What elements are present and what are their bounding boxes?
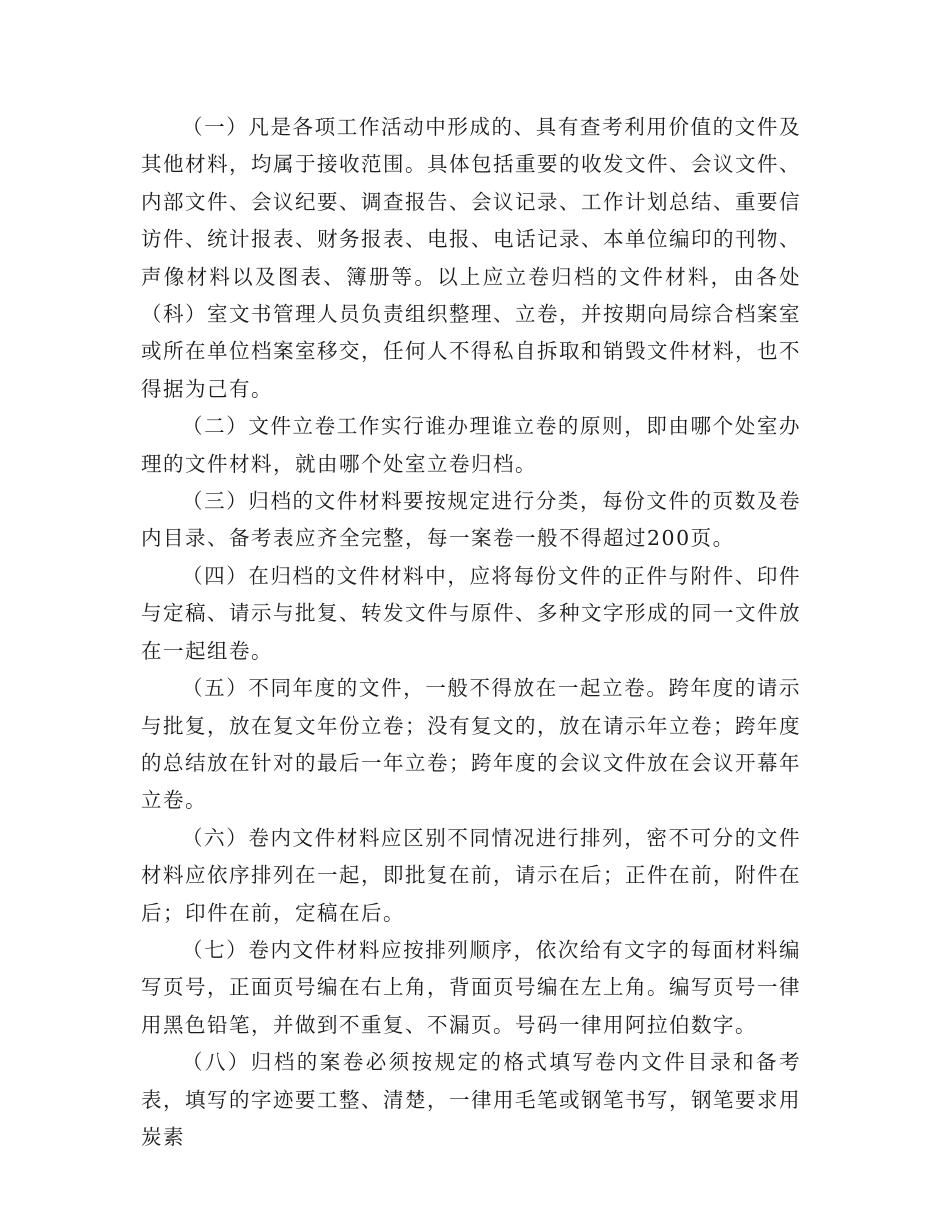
paragraph-3: （三）归档的文件材料要按规定进行分类，每份文件的页数及卷内目录、备考表应齐全完整，每一案卷一般不得超过200页。 <box>141 489 801 551</box>
paragraph-5: （五）不同年度的文件，一般不得放在一起立卷。跨年度的请示与批复，放在复文年份立卷；没有复文的，放在请示年立卷；跨年度的总结放在针对的最后一年立卷；跨年度的会议文件放在会议开幕年立卷。 <box>141 676 801 813</box>
paragraph-2: （二）文件立卷工作实行谁办理谁立卷的原则，即由哪个处室办理的文件材料，就由哪个处室立卷归档。 <box>141 414 801 476</box>
paragraph-1: （一）凡是各项工作活动中形成的、具有查考利用价值的文件及其他材料，均属于接收范围。具体包括重要的收发文件、会议文件、内部文件、会议纪要、调查报告、会议记录、工作计划总结、重要信访件、统计报表、财务报表、电报、电话记录、本单位编印的刊物、声像材料以及图表、簿册等。以上应立卷归档的文件材料，由各处（科）室文书管理人员负责组织整理、立卷，并按期向局综合档案室或所在单位档案室移交，任何人不得私自拆取和销毁文件材料，也不得据为己有。 <box>141 115 801 401</box>
paragraph-7: （七）卷内文件材料应按排列顺序，依次给有文字的每面材料编写页号，正面页号编在右上角，背面页号编在左上角。编写页号一律用黑色铅笔，并做到不重复、不漏页。号码一律用阿拉伯数字。 <box>141 937 801 1037</box>
paragraph-8: （八）归档的案卷必须按规定的格式填写卷内文件目录和备考表，填写的字迹要工整、清楚，一律用毛笔或钢笔书写，钢笔要求用炭素 <box>141 1050 801 1149</box>
paragraph-6: （六）卷内文件材料应区别不同情况进行排列，密不可分的文件材料应依序排列在一起，即批复在前，请示在后；正件在前，附件在后；印件在前，定稿在后。 <box>141 825 801 925</box>
document-body <box>141 109 801 1156</box>
paragraph-4: （四）在归档的文件材料中，应将每份文件的正件与附件、印件与定稿、请示与批复、转发文件与原件、多种文字形成的同一文件放在一起组卷。 <box>141 563 801 663</box>
